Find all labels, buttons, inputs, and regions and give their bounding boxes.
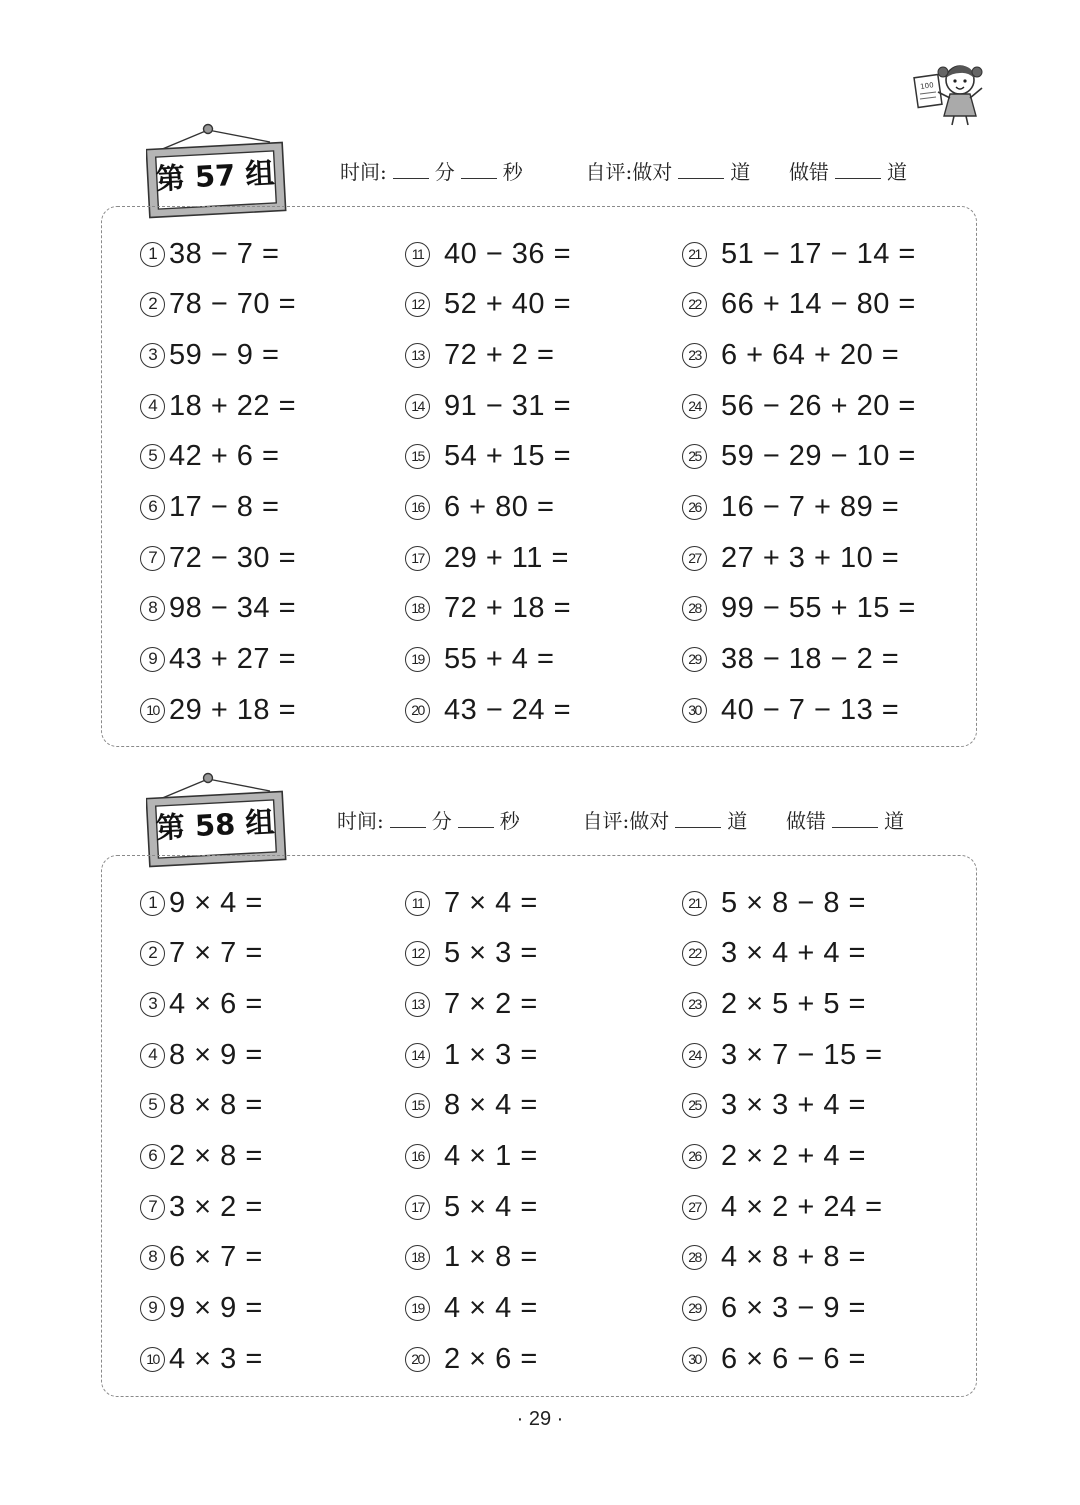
problem-number: 4 [140,1043,165,1068]
problem-expression: 29 + 11 = [444,541,569,574]
problem-item [140,1137,263,1177]
problem-expression: 8 × 4 = [444,1089,538,1122]
problem-expression: 99 − 55 + 15 = [721,592,916,625]
wrong-unit: 道 [883,809,904,833]
problem-expression: 17 − 8 = [169,491,280,523]
problem-item [140,1289,263,1329]
problem-expression: 54 + 15 = [444,440,572,473]
minutes-blank[interactable] [390,810,426,828]
correct-count-blank[interactable] [675,810,721,828]
problem-expression: 91 − 31 = [444,389,572,422]
problem-number: 3 [140,343,165,368]
problem-expression: 27 + 3 + 10 = [721,541,900,574]
problem-item [140,1086,263,1126]
problem-item [405,1187,538,1227]
problem-expression: 52 + 40 = [444,288,572,321]
problem-item [140,1339,263,1379]
page-number: · 29 · [516,1408,564,1430]
problem-number: 23 [682,343,707,368]
problem-number: 11 [405,891,430,916]
problem-expression: 43 + 27 = [169,643,297,676]
problem-item [405,538,569,578]
problem-number: 19 [405,1296,430,1321]
problem-number: 20 [405,1347,430,1372]
problem-expression: 6 + 80 = [444,491,555,523]
problem-number: 6 [140,1144,165,1169]
problem-item [405,1289,538,1329]
problem-expression: 2 × 2 + 4 = [721,1140,866,1172]
problem-expression: 4 × 4 = [444,1292,538,1325]
problem-item [405,1238,538,1278]
problem-number: 11 [405,242,430,267]
wrong-label: 做错 [785,809,826,833]
problem-item [140,640,296,680]
minutes-blank[interactable] [393,161,429,179]
problem-item [682,1035,883,1075]
problem-item [140,589,296,629]
problem-number: 14 [405,394,430,419]
problem-number: 5 [140,1093,165,1118]
problem-number: 3 [140,992,165,1017]
problem-expression: 2 × 5 + 5 = [721,987,866,1020]
problem-item [140,1187,263,1227]
problem-number: 8 [140,1245,165,1270]
problem-item [682,234,916,274]
problem-item [140,335,279,375]
correct-count-blank[interactable] [678,161,724,179]
problem-expression: 3 × 7 − 15 = [721,1038,883,1071]
seconds-label: 秒 [502,160,523,184]
problem-item [405,1086,538,1126]
problem-expression: 42 + 6 = [169,440,280,473]
problem-expression: 4 × 8 + 8 = [721,1241,866,1274]
problem-number: 10 [140,1347,165,1372]
problem-number: 5 [140,444,165,469]
problem-number: 9 [140,1296,165,1321]
problem-expression: 4 × 3 = [169,1342,263,1375]
problem-expression: 2 × 8 = [169,1140,263,1172]
problem-number: 14 [405,1043,430,1068]
problem-expression: 72 − 30 = [169,541,297,574]
problem-item [140,234,279,274]
problem-item [405,488,554,528]
problem-number: 21 [682,242,707,267]
problem-item [682,1289,866,1329]
problem-expression: 18 + 22 = [169,389,297,422]
problem-expression: 9 × 4 = [169,886,263,919]
wrong-unit: 道 [886,160,907,184]
problem-item [682,589,916,629]
problem-item [682,1187,883,1227]
correct-unit: 道 [730,160,751,184]
problem-number: 1 [140,891,165,916]
problem-expression: 6 × 7 = [169,1241,263,1274]
problem-expression: 59 − 29 − 10 = [721,440,916,473]
wrong-label: 做错 [788,160,829,184]
problem-expression: 56 − 26 + 20 = [721,389,916,422]
problem-expression: 72 + 18 = [444,592,572,625]
problem-expression: 3 × 3 + 4 = [721,1089,866,1122]
problem-number: 30 [682,698,707,723]
problem-item [140,1238,263,1278]
problem-expression: 16 − 7 + 89 = [721,491,900,523]
seconds-blank[interactable] [458,810,494,828]
problem-expression: 59 − 9 = [169,338,280,371]
eval-correct-label: 自评:做对 [585,160,673,184]
problem-number: 6 [140,495,165,520]
time-label: 时间: [337,809,384,833]
mascot-sheet-text: 100 [919,81,935,91]
problem-expression: 51 − 17 − 14 = [721,237,916,270]
problem-number: 9 [140,647,165,672]
problem-expression: 7 × 4 = [444,886,538,919]
problem-number: 17 [405,1195,430,1220]
problem-expression: 9 × 9 = [169,1292,263,1325]
problem-item [140,386,296,426]
seconds-label: 秒 [499,809,520,833]
minutes-label: 分 [434,160,455,184]
problem-number: 22 [682,941,707,966]
problem-number: 15 [405,1093,430,1118]
problem-expression: 7 × 2 = [444,987,538,1020]
problem-number: 16 [405,495,430,520]
problem-item [682,335,899,375]
problem-number: 28 [682,596,707,621]
problem-number: 26 [682,495,707,520]
problem-number: 27 [682,546,707,571]
problem-number: 10 [140,698,165,723]
problem-number: 1 [140,242,165,267]
problem-item [140,1035,263,1075]
wrong-count-blank[interactable] [832,810,878,828]
problem-number: 12 [405,292,430,317]
problem-item [405,1035,538,1075]
problem-number: 24 [682,1043,707,1068]
problem-number: 29 [682,647,707,672]
problem-expression: 40 − 36 = [444,237,572,270]
problem-expression: 6 + 64 + 20 = [721,338,900,371]
time-and-score-line [340,156,907,185]
problem-expression: 66 + 14 − 80 = [721,288,916,321]
problem-number: 7 [140,546,165,571]
problem-expression: 5 × 3 = [444,937,538,970]
group-title: 第 58 组 [154,804,276,846]
problem-item [405,1137,538,1177]
problem-expression: 4 × 6 = [169,987,263,1020]
problem-item [140,285,296,325]
problem-item [682,984,866,1024]
problem-number: 28 [682,1245,707,1270]
problem-item [140,690,296,730]
problem-expression: 6 × 3 − 9 = [721,1292,866,1325]
group-title-sign [146,771,288,851]
problem-number: 18 [405,596,430,621]
problem-item [682,285,916,325]
problem-expression: 40 − 7 − 13 = [721,693,900,726]
problem-expression: 2 × 6 = [444,1342,538,1375]
problem-expression: 38 − 7 = [169,237,280,270]
problem-expression: 29 + 18 = [169,693,297,726]
problem-item [405,589,571,629]
problem-number: 25 [682,1093,707,1118]
problem-expression: 8 × 9 = [169,1038,263,1071]
problem-item [405,386,571,426]
problem-number: 23 [682,992,707,1017]
problem-expression: 43 − 24 = [444,693,572,726]
problem-item [682,538,899,578]
problem-item [405,690,571,730]
problem-item [682,1238,866,1278]
problem-number: 8 [140,596,165,621]
problem-item [140,934,263,974]
problem-item [405,883,538,923]
problem-expression: 3 × 2 = [169,1190,263,1223]
problem-expression: 8 × 8 = [169,1089,263,1122]
problem-item [682,883,866,923]
eval-correct-label: 自评:做对 [582,809,670,833]
problem-expression: 55 + 4 = [444,643,555,676]
problem-number: 21 [682,891,707,916]
problem-item [682,934,866,974]
problem-number: 12 [405,941,430,966]
problem-item [405,984,538,1024]
problem-number: 13 [405,992,430,1017]
problem-expression: 1 × 8 = [444,1241,538,1274]
problem-number: 2 [140,941,165,966]
problem-expression: 1 × 3 = [444,1038,538,1071]
problem-expression: 4 × 2 + 24 = [721,1190,883,1223]
problem-item [682,488,899,528]
problem-item [405,1339,538,1379]
problem-item [682,437,916,477]
problem-item [405,437,571,477]
problem-item [682,1339,866,1379]
problem-number: 18 [405,1245,430,1270]
minutes-label: 分 [431,809,452,833]
wrong-count-blank[interactable] [835,161,881,179]
problem-item [682,640,899,680]
problem-item [140,538,296,578]
problem-expression: 3 × 4 + 4 = [721,937,866,970]
problem-number: 19 [405,647,430,672]
problem-number: 24 [682,394,707,419]
problem-expression: 4 × 1 = [444,1140,538,1172]
problem-item [405,285,571,325]
problem-item [140,883,263,923]
problem-item [140,984,263,1024]
problem-item [405,640,554,680]
problem-number: 20 [405,698,430,723]
problem-expression: 7 × 7 = [169,937,263,970]
problem-number: 30 [682,1347,707,1372]
problem-item [140,488,279,528]
problem-expression: 78 − 70 = [169,288,297,321]
problem-expression: 6 × 6 − 6 = [721,1342,866,1375]
problem-item [682,1086,866,1126]
problem-expression: 5 × 4 = [444,1190,538,1223]
problem-expression: 98 − 34 = [169,592,297,625]
problem-item [682,690,899,730]
problem-item [140,437,279,477]
problem-number: 17 [405,546,430,571]
problem-number: 29 [682,1296,707,1321]
problem-number: 25 [682,444,707,469]
problem-item [682,1137,866,1177]
problem-number: 26 [682,1144,707,1169]
time-and-score-line [337,805,904,834]
problem-expression: 5 × 8 − 8 = [721,886,866,919]
problem-expression: 38 − 18 − 2 = [721,643,900,676]
problem-number: 27 [682,1195,707,1220]
group-title-sign [146,122,288,202]
problem-item [405,335,554,375]
problem-item [682,386,916,426]
problem-number: 7 [140,1195,165,1220]
problem-number: 15 [405,444,430,469]
problem-number: 22 [682,292,707,317]
problem-expression: 72 + 2 = [444,338,555,371]
problem-number: 16 [405,1144,430,1169]
time-label: 时间: [340,160,387,184]
problem-item [405,934,538,974]
problem-number: 13 [405,343,430,368]
mascot-illustration [912,58,1004,128]
correct-unit: 道 [727,809,748,833]
seconds-blank[interactable] [461,161,497,179]
group-title: 第 57 组 [154,155,276,197]
problem-number: 2 [140,292,165,317]
problem-item [405,234,571,274]
problem-number: 4 [140,394,165,419]
